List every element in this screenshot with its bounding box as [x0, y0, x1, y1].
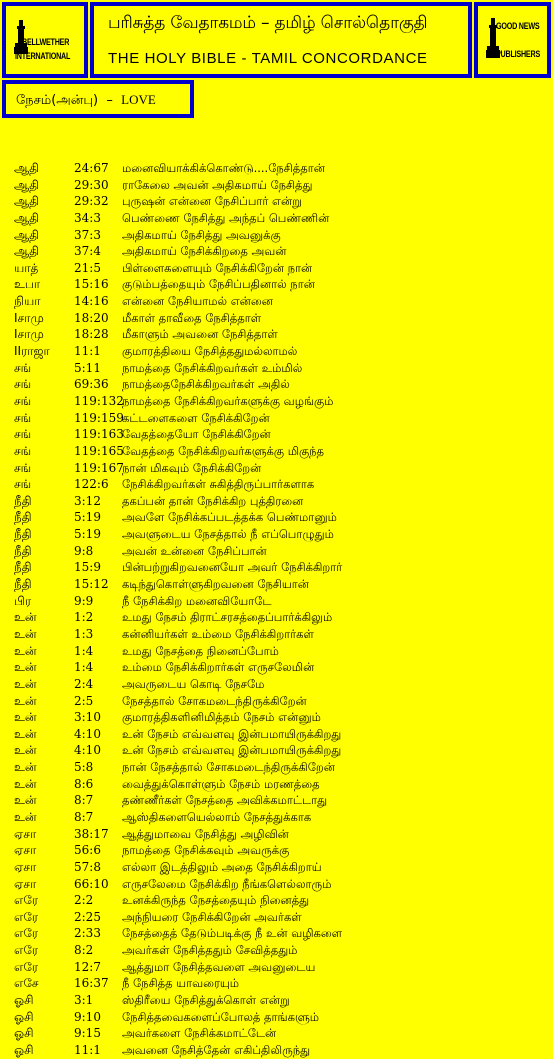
list-item	[0, 609, 553, 626]
entry-book: நீதி	[14, 527, 32, 542]
entry-reference: 5:11	[74, 360, 101, 375]
entry-book: சங்	[14, 460, 32, 475]
entry-text: வேதத்தையோ நேசிக்கிறேன்	[122, 427, 271, 442]
list-item	[0, 959, 553, 976]
entry-book: சங்	[14, 410, 32, 425]
entry-reference: 122:6	[74, 477, 109, 492]
entry-text: தண்ணீர்கள் நேசத்தை அவிக்கமாட்டாது	[122, 793, 328, 808]
topic-separator: –	[106, 93, 113, 108]
entry-reference: 5:19	[74, 510, 101, 525]
entry-text: ஆத்துமா நேசித்தவளை அவனுடைய	[122, 959, 316, 974]
entry-book: ஆதி	[14, 177, 40, 192]
entry-book: உன்	[14, 626, 37, 641]
entry-reference: 11:1	[74, 344, 101, 359]
entry-book: எரே	[14, 909, 39, 924]
entry-reference: 2:5	[74, 693, 94, 708]
entry-reference: 2:33	[74, 926, 101, 941]
entry-reference: 1:4	[74, 643, 94, 658]
title-english: THE HOLY BIBLE - TAMIL CONCORDANCE	[108, 50, 428, 67]
title-tamil: பரிசுத்த வேதாகமம் – தமிழ் சொல்தொகுதி	[108, 13, 428, 33]
entry-reference: 3:12	[74, 493, 101, 508]
entry-book: உன்	[14, 809, 37, 824]
topic-box	[2, 80, 194, 118]
entry-reference: 18:20	[74, 310, 109, 325]
entry-reference: 8:7	[74, 809, 94, 824]
list-item	[0, 543, 553, 560]
list-item	[0, 376, 553, 393]
list-item	[0, 393, 553, 410]
entry-reference: 9:15	[74, 1026, 101, 1041]
entry-book: ஆதி	[14, 194, 40, 209]
entry-text: அதிகமாய் நேசிக்கிறதை அவன்	[122, 244, 287, 259]
entry-text: குமாரத்தியை நேசித்ததுமல்லாமல்	[122, 344, 298, 359]
list-item	[0, 293, 553, 310]
entry-text: குடும்பத்தையும் நேசிப்பதினால் நான்	[122, 277, 315, 292]
entry-text: நாமத்தை நேசிக்கவும் அவருக்கு	[122, 843, 290, 858]
entry-text: உன் நேசம் எவ்வளவு இன்பமாயிருக்கிறது	[122, 743, 342, 758]
entry-text: நேசத்தைத் தேடும்படிக்கு நீ உன் வழிகளை	[122, 926, 343, 941]
entry-book: உன்	[14, 743, 37, 758]
entry-reference: 16:37	[74, 976, 109, 991]
entry-text: உம்மை நேசிக்கிறார்கள் எருசலேமின்	[122, 660, 315, 675]
entry-reference: 119:132	[74, 393, 124, 408]
entry-text: என்னை நேசியாமல் என்னை	[122, 294, 273, 309]
entry-reference: 69:36	[74, 377, 109, 392]
entry-book: ஓசி	[14, 1026, 34, 1041]
good-news-logo-box	[474, 2, 551, 78]
entry-book: நீதி	[14, 510, 32, 525]
entry-book: சங்	[14, 443, 32, 458]
entry-reference: 119:159	[74, 410, 124, 425]
list-item	[0, 593, 553, 610]
list-item	[0, 925, 553, 942]
entry-reference: 8:7	[74, 793, 94, 808]
entry-reference: 21:5	[74, 260, 101, 275]
entry-reference: 119:167	[74, 460, 124, 475]
entry-book: ஓசி	[14, 1009, 34, 1024]
list-item	[0, 1009, 553, 1026]
entry-book: பிர	[14, 593, 32, 608]
entry-text: தகப்பன் தான் நேசிக்கிற புத்திரனை	[122, 493, 304, 508]
entry-reference: 5:19	[74, 527, 101, 542]
list-item	[0, 676, 553, 693]
list-item	[0, 343, 553, 360]
entry-text: கட்டளைகளை நேசிக்கிறேன்	[122, 410, 270, 425]
list-item	[0, 892, 553, 909]
entry-reference: 34:3	[74, 210, 101, 225]
entry-book: எரே	[14, 926, 39, 941]
entry-book: ஆதி	[14, 161, 40, 175]
entry-reference: 37:4	[74, 244, 101, 259]
entry-text: நேசித்தவைகளைப்போலத் தாங்களும்	[122, 1009, 320, 1024]
list-item	[0, 476, 553, 493]
entry-text: அவளே நேசிக்கப்படத்தக்க பெண்மானும்	[122, 510, 337, 525]
entry-text: உனக்கிருந்த நேசத்தையும் நினைத்து	[122, 893, 310, 908]
entry-book: உன்	[14, 610, 37, 625]
entry-text: வைத்துக்கொள்ளும் நேசம் மரணத்தை	[122, 776, 320, 791]
entry-reference: 9:10	[74, 1009, 101, 1024]
entry-reference: 38:17	[74, 826, 109, 841]
entry-text: ஆஸ்திகளையெல்லாம் நேசத்துக்காக	[122, 809, 312, 824]
entry-reference: 119:163	[74, 427, 124, 442]
entry-book: ஓசி	[14, 1042, 34, 1057]
list-item	[0, 493, 553, 510]
entry-book: ஏசா	[14, 876, 37, 891]
list-item	[0, 326, 553, 343]
topic-tamil: நேசம்(அன்பு)	[16, 93, 99, 108]
entry-book: எரே	[14, 943, 39, 958]
entry-text: நேசிக்கிறவர்கள் சுகித்திருப்பார்களாக	[122, 477, 315, 492]
entry-text: கடிந்துகொள்ளுகிறவனை நேசியான்	[122, 577, 309, 592]
entry-reference: 1:3	[74, 626, 94, 641]
entry-reference: 11:1	[74, 1042, 101, 1057]
bellwether-logo-box	[2, 2, 88, 78]
entry-book: சங்	[14, 360, 32, 375]
entry-book: உபா	[14, 277, 41, 292]
list-item	[0, 509, 553, 526]
list-item	[0, 992, 553, 1009]
entry-book: நீதி	[14, 577, 32, 592]
entry-text: அவருடைய கொடி நேசமே	[122, 676, 265, 691]
list-item	[0, 1025, 553, 1042]
entry-book: எசே	[14, 976, 39, 991]
list-item	[0, 759, 553, 776]
entry-book: எரே	[14, 959, 39, 974]
entry-text: உமது நேசத்தை நினைப்போம்	[122, 643, 279, 658]
entry-book: ஆதி	[14, 210, 40, 225]
entry-reference: 15:9	[74, 560, 101, 575]
entry-book: சங்	[14, 377, 32, 392]
list-item	[0, 975, 553, 992]
list-item	[0, 160, 553, 177]
entry-book: உன்	[14, 643, 37, 658]
entry-text: நாமத்தைநேசிக்கிறவர்கள் அதில்	[122, 377, 290, 392]
list-item	[0, 1042, 553, 1059]
entry-reference: 15:16	[74, 277, 109, 292]
list-item	[0, 443, 553, 460]
list-item	[0, 942, 553, 959]
entry-text: உமது நேசம் திராட்சரசத்தைப்பார்க்கிலும்	[122, 610, 333, 625]
entry-reference: 4:10	[74, 743, 101, 758]
entry-text: கன்னியர்கள் உம்மை நேசிக்கிறார்கள்	[122, 626, 314, 641]
entry-text: பெண்ணை நேசித்து அந்தப் பெண்ணின்	[122, 210, 330, 225]
entry-reference: 2:25	[74, 909, 101, 924]
right-logo-line2: PUBLISHERS	[496, 49, 541, 59]
entry-reference: 9:9	[74, 593, 94, 608]
entry-text: அவர்களை நேசிக்கமாட்டேன்	[122, 1026, 277, 1041]
entry-book: ஏசா	[14, 859, 37, 874]
list-item	[0, 559, 553, 576]
list-item	[0, 776, 553, 793]
entry-text: பின்பற்றுகிறவனையோ அவர் நேசிக்கிறார்	[122, 560, 343, 575]
entry-book: ஆதி	[14, 244, 40, 259]
entry-reference: 66:10	[74, 876, 109, 891]
entry-text: வேதத்தை நேசிக்கிறவர்களுக்கு மிகுந்த	[122, 443, 325, 458]
entry-book: சங்	[14, 427, 32, 442]
entry-book: உன்	[14, 726, 37, 741]
list-item	[0, 426, 553, 443]
entry-book: சங்	[14, 477, 32, 492]
entry-reference: 2:4	[74, 676, 94, 691]
concordance-list	[0, 160, 553, 1059]
list-item	[0, 526, 553, 543]
entry-text: நீ நேசித்த யாவரையும்	[122, 976, 240, 991]
list-item	[0, 276, 553, 293]
entry-text: புருஷன் என்னை நேசிப்பார் என்று	[122, 194, 302, 209]
entry-text: மீகாள் தாவீதை நேசித்தாள்	[122, 310, 262, 325]
list-item	[0, 859, 553, 876]
entry-reference: 1:4	[74, 660, 94, 675]
list-item	[0, 243, 553, 260]
list-item	[0, 726, 553, 743]
entry-book: யாத்	[14, 260, 39, 275]
entry-text: அந்நியரை நேசிக்கிறேன் அவர்கள்	[122, 909, 302, 924]
title-box	[90, 2, 472, 78]
list-item	[0, 792, 553, 809]
entry-text: நாமத்தை நேசிக்கிறவர்கள் உம்மில்	[122, 360, 303, 375]
entry-reference: 24:67	[74, 161, 109, 175]
entry-text: அவர்கள் நேசித்ததும் சேவித்ததும்	[122, 943, 298, 958]
entry-book: எரே	[14, 893, 39, 908]
entry-text: பிள்ளைகளையும் நேசிக்கிறேன் நான்	[122, 260, 313, 275]
list-item	[0, 193, 553, 210]
entry-book: நியா	[14, 294, 41, 309]
entry-book: உன்	[14, 760, 37, 775]
list-item	[0, 626, 553, 643]
entry-reference: 3:1	[74, 993, 94, 1008]
entry-reference: 56:6	[74, 843, 101, 858]
list-item	[0, 177, 553, 194]
entry-reference: 18:28	[74, 327, 109, 342]
entry-text: நீ நேசிக்கிற மனைவியோடே	[122, 593, 272, 608]
entry-book: நீதி	[14, 543, 32, 558]
entry-reference: 5:8	[74, 760, 94, 775]
entry-reference: 14:16	[74, 294, 109, 309]
list-item	[0, 659, 553, 676]
entry-text: அவளுடைய நேசத்தால் நீ எப்பொழுதும்	[122, 527, 334, 542]
entry-reference: 15:12	[74, 577, 109, 592]
entry-book: உன்	[14, 676, 37, 691]
entry-reference: 12:7	[74, 959, 101, 974]
list-item	[0, 643, 553, 660]
entry-book: நீதி	[14, 560, 32, 575]
entry-text: ராகேலை அவன் அதிகமாய் நேசித்து	[122, 177, 313, 192]
left-logo-line2: INTERNATIONAL	[15, 51, 71, 61]
entry-reference: 119:165	[74, 443, 124, 458]
topic-english: LOVE	[121, 92, 156, 107]
entry-book: ஏசா	[14, 826, 37, 841]
list-item	[0, 210, 553, 227]
entry-book: உன்	[14, 660, 37, 675]
entry-book: உன்	[14, 793, 37, 808]
topic-heading	[16, 92, 156, 109]
list-item	[0, 410, 553, 427]
entry-book: நீதி	[14, 493, 32, 508]
entry-reference: 4:10	[74, 726, 101, 741]
entry-text: ஆத்துமாவை நேசித்து அழிவின்	[122, 826, 289, 841]
entry-reference: 9:8	[74, 543, 94, 558]
list-item	[0, 260, 553, 277]
list-item	[0, 876, 553, 893]
entry-text: எல்லா இடத்திலும் அதை நேசிக்கிறாய்	[122, 859, 322, 874]
entry-text: நாமத்தை நேசிக்கிறவர்களுக்கு வழங்கும்	[122, 393, 334, 408]
entry-book: உன்	[14, 776, 37, 791]
entry-text: நேசத்தால் சோகமடைந்திருக்கிறேன்	[122, 693, 307, 708]
entry-text: மீகாளும் அவனை நேசித்தாள்	[122, 327, 278, 342]
entry-text: அவனை நேசித்தேன் எகிப்திலிருந்து	[122, 1042, 311, 1057]
entry-book: ஓசி	[14, 993, 34, 1008]
entry-text: குமாரத்திகளினிமித்தம் நேசம் என்னும்	[122, 710, 321, 725]
entry-book: IIராஜா	[14, 344, 50, 359]
entry-reference: 8:6	[74, 776, 94, 791]
list-item	[0, 576, 553, 593]
left-logo-line1: BELLWETHER	[22, 37, 70, 47]
list-item	[0, 742, 553, 759]
entry-reference: 2:2	[74, 893, 94, 908]
entry-text: நான் மிகவும் நேசிக்கிறேன்	[122, 460, 262, 475]
entry-book: Iசாமு	[14, 310, 44, 325]
entry-reference: 29:32	[74, 194, 109, 209]
entry-text: ஸ்திரீயை நேசித்துக்கொள் என்று	[122, 993, 290, 1008]
list-item	[0, 709, 553, 726]
list-item	[0, 460, 553, 477]
entry-book: ஆதி	[14, 227, 40, 242]
entry-book: சங்	[14, 393, 32, 408]
entry-text: எருசலேமை நேசிக்கிற நீங்களெல்லாரும்	[122, 876, 332, 891]
entry-book: ஏசா	[14, 843, 37, 858]
list-item	[0, 693, 553, 710]
entry-book: உன்	[14, 710, 37, 725]
list-item	[0, 809, 553, 826]
entry-reference: 57:8	[74, 859, 101, 874]
entry-reference: 8:2	[74, 943, 94, 958]
entry-reference: 37:3	[74, 227, 101, 242]
list-item	[0, 227, 553, 244]
list-item	[0, 909, 553, 926]
entry-reference: 29:30	[74, 177, 109, 192]
list-item	[0, 826, 553, 843]
entry-reference: 1:2	[74, 610, 94, 625]
list-item	[0, 310, 553, 327]
entry-text: அதிகமாய் நேசித்து அவனுக்கு	[122, 227, 281, 242]
entry-text: மனைவியாக்கிக்கொண்டு....நேசித்தான்	[122, 161, 325, 175]
list-item	[0, 842, 553, 859]
right-logo-line1: GOOD NEWS	[496, 21, 540, 31]
entry-book: உன்	[14, 693, 37, 708]
entry-book: Iசாமு	[14, 327, 44, 342]
entry-reference: 3:10	[74, 710, 101, 725]
entry-text: உன் நேசம் எவ்வளவு இன்பமாயிருக்கிறது	[122, 726, 342, 741]
entry-text: அவன் உன்னை நேசிப்பான்	[122, 543, 267, 558]
entry-text: நான் நேசத்தால் சோகமடைந்திருக்கிறேன்	[122, 760, 335, 775]
list-item	[0, 360, 553, 377]
